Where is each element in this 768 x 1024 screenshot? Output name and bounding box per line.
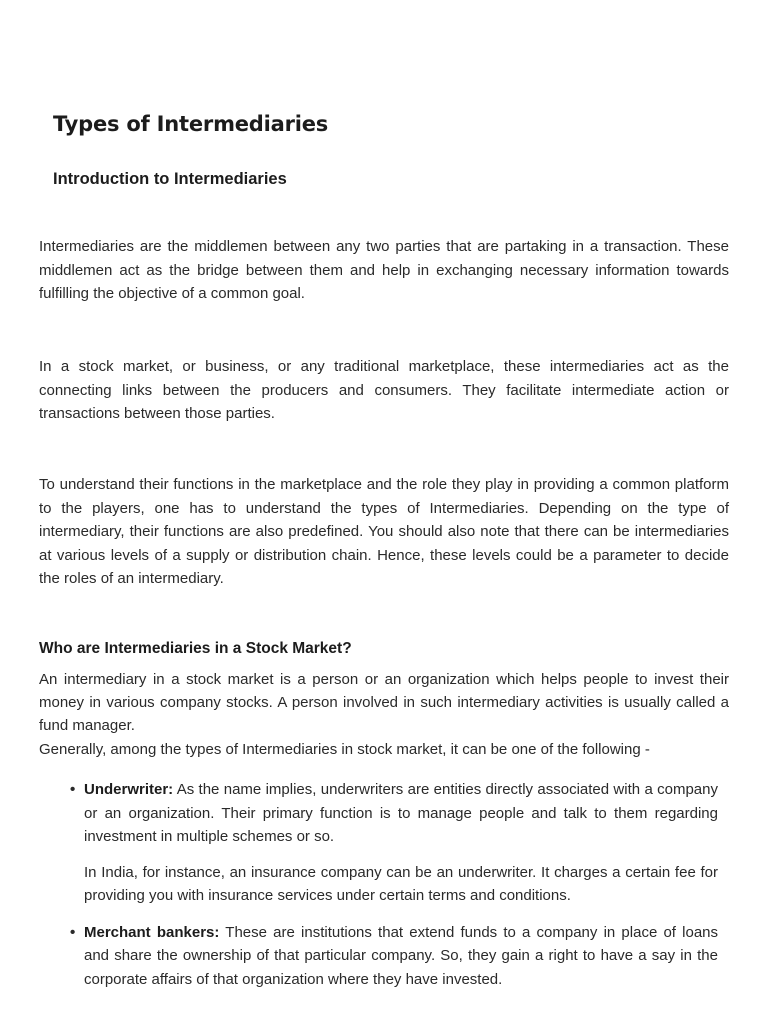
list-item-merchant-bankers: [70, 921, 718, 992]
bullet-marker: •: [70, 923, 76, 941]
paragraph-marketplace: In a stock market, or business, or any traditional marketplace, these intermediaries act as the connecting links between the producers and consumers. They facilitate intermediate action or transactions between those parties.: [39, 358, 729, 422]
stock-market-heading: Who are Intermediaries in a Stock Market?: [39, 640, 352, 657]
underwriter-example: In India, for instance, an insurance company can be an underwriter. It charges a certain fee for providing you with insurance services under certain terms and conditions.: [84, 863, 718, 904]
list-item-underwriter: [70, 778, 718, 908]
term-merchant-bankers: Merchant bankers:: [84, 923, 220, 941]
paragraph-definition: Intermediaries are the middlemen between any two parties that are partaking in a transaction. These middlemen act as the bridge between them and help in exchanging necessary information towards fulfilling the objective of a common goal.: [39, 238, 729, 302]
list-item-body: [84, 778, 718, 849]
bullet-marker: •: [70, 781, 76, 798]
introduction-heading: Introduction to Intermediaries: [53, 170, 287, 188]
term-underwriter: Underwriter:: [84, 781, 174, 798]
list-item-body: [84, 921, 718, 992]
paragraph-list-lead: Generally, among the types of Intermediaries in stock market, it can be one of the following -: [39, 741, 650, 758]
description-merchant-bankers: These are institutions that extend funds to a company in place of loans and share the ownership of that particular company. So, they gain a right to have a say in the corporate affairs of that organization where they have invested.: [84, 923, 719, 988]
description-underwriter: As the name implies, underwriters are entities directly associated with a company or an organization. Their primary function is to manage people and talk to them regarding investment in multiple schemes or so.: [84, 781, 718, 845]
paragraph-functions: To understand their functions in the marketplace and the role they play in providing a common platform to the players, one has to understand the types of Intermediaries. Depending on the type of intermediary, their functions are also predefined. You should also note that there can be intermediaries at various levels of a supply or distribution chain. Hence, these levels could be a parameter to decide the roles of an intermediary.: [39, 476, 729, 587]
intermediary-types-list: [70, 778, 718, 991]
paragraph-stock-market-intro: An intermediary in a stock market is a person or an organization which helps people to invest their money in various company stocks. A person involved in such intermediary activities is usually called a fund manager.: [39, 671, 729, 734]
page-title: Types of Intermediaries: [53, 112, 329, 136]
